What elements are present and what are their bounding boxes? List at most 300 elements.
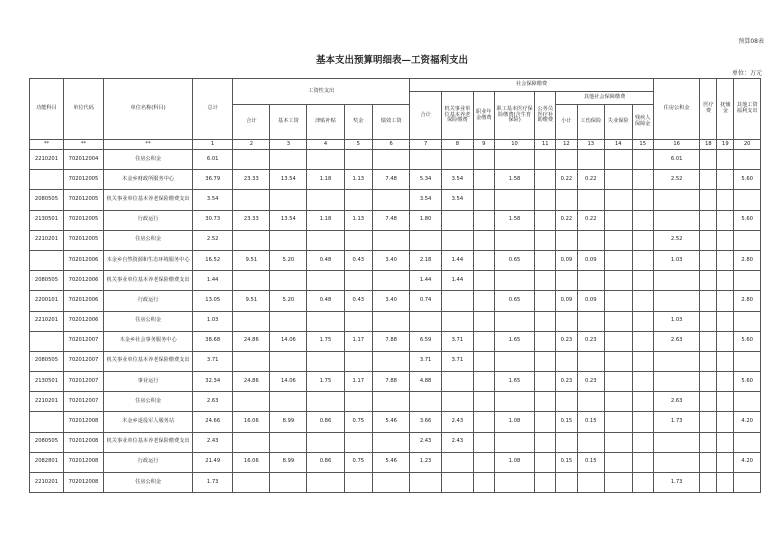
unit-code-cell: 702012007 xyxy=(63,351,103,371)
value-cell xyxy=(700,210,717,230)
value-cell xyxy=(632,392,653,412)
value-cell xyxy=(535,372,556,392)
value-cell: 24.66 xyxy=(193,412,233,432)
value-cell xyxy=(473,473,494,493)
value-cell: 0.65 xyxy=(494,291,534,311)
header-index-cell: 8 xyxy=(441,140,473,150)
header-social-group: 社会保障缴费 xyxy=(410,79,654,92)
value-cell xyxy=(632,473,653,493)
header-index-row xyxy=(30,140,761,150)
value-cell xyxy=(307,432,344,452)
value-cell: 2.63 xyxy=(653,392,700,412)
value-cell xyxy=(535,473,556,493)
value-cell xyxy=(307,271,344,291)
value-cell xyxy=(233,190,270,210)
value-cell xyxy=(535,291,556,311)
func-subject-cell xyxy=(30,170,64,190)
value-cell xyxy=(270,311,307,331)
value-cell xyxy=(577,190,605,210)
table-row xyxy=(30,392,761,412)
value-cell xyxy=(653,190,700,210)
unit-code-cell: 702012007 xyxy=(63,331,103,351)
value-cell xyxy=(717,210,734,230)
value-cell xyxy=(307,190,344,210)
value-cell xyxy=(473,170,494,190)
unit-code-cell: 702012008 xyxy=(63,412,103,432)
value-cell: 0.15 xyxy=(556,412,577,432)
value-cell xyxy=(605,372,633,392)
value-cell: 3.40 xyxy=(373,291,410,311)
table-row xyxy=(30,473,761,493)
value-cell xyxy=(700,372,717,392)
value-cell xyxy=(734,271,761,291)
value-cell: 2.43 xyxy=(441,412,473,432)
header-medical: 职工基本医疗保险缴费(含生育保险) xyxy=(494,92,534,140)
value-cell: 0.86 xyxy=(307,452,344,472)
unit-name-cell: 行政运行 xyxy=(104,210,193,230)
value-cell: 1.17 xyxy=(344,372,373,392)
header-index-cell: 3 xyxy=(270,140,307,150)
value-cell xyxy=(577,473,605,493)
value-cell: 2.43 xyxy=(410,432,442,452)
value-cell: 23.33 xyxy=(233,170,270,190)
value-cell xyxy=(605,432,633,452)
value-cell: 23.33 xyxy=(233,210,270,230)
value-cell xyxy=(577,230,605,250)
value-cell: 6.59 xyxy=(410,331,442,351)
value-cell xyxy=(473,190,494,210)
value-cell: 0.09 xyxy=(556,250,577,270)
value-cell: 0.74 xyxy=(410,291,442,311)
value-cell: 2.63 xyxy=(193,392,233,412)
value-cell: 0.23 xyxy=(577,331,605,351)
value-cell: 3.54 xyxy=(441,190,473,210)
value-cell: 5.60 xyxy=(734,210,761,230)
table-row xyxy=(30,150,761,170)
value-cell xyxy=(535,150,556,170)
header-index-cell: ** xyxy=(30,140,64,150)
value-cell xyxy=(473,452,494,472)
header-civil-medical: 公务员医疗补助缴费 xyxy=(535,92,556,140)
value-cell: 2.18 xyxy=(410,250,442,270)
value-cell xyxy=(344,311,373,331)
value-cell xyxy=(473,392,494,412)
header-other-wage: 其他工资福利支出 xyxy=(734,79,761,140)
value-cell xyxy=(632,150,653,170)
value-cell: 3.71 xyxy=(441,351,473,371)
value-cell: 1.75 xyxy=(307,372,344,392)
value-cell: 0.23 xyxy=(556,331,577,351)
value-cell: 2.80 xyxy=(734,291,761,311)
header-index-cell: 14 xyxy=(605,140,633,150)
value-cell xyxy=(734,392,761,412)
value-cell: 0.22 xyxy=(577,170,605,190)
value-cell xyxy=(270,230,307,250)
value-cell xyxy=(717,271,734,291)
value-cell: 5.60 xyxy=(734,372,761,392)
value-cell xyxy=(441,311,473,331)
header-wage-group: 工资性支出 xyxy=(233,79,410,105)
value-cell: 0.75 xyxy=(344,412,373,432)
value-cell xyxy=(373,432,410,452)
value-cell xyxy=(632,331,653,351)
value-cell xyxy=(410,473,442,493)
unit-code-cell: 702012008 xyxy=(63,432,103,452)
value-cell xyxy=(307,150,344,170)
value-cell xyxy=(734,311,761,331)
value-cell xyxy=(373,311,410,331)
value-cell xyxy=(653,210,700,230)
value-cell xyxy=(632,190,653,210)
header-index-cell: 2 xyxy=(233,140,270,150)
value-cell: 1.18 xyxy=(307,170,344,190)
value-cell xyxy=(605,392,633,412)
unit-code-cell: 702012008 xyxy=(63,452,103,472)
table-row xyxy=(30,452,761,472)
value-cell: 3.71 xyxy=(410,351,442,371)
value-cell xyxy=(494,230,534,250)
func-subject-cell: 2200101 xyxy=(30,291,64,311)
value-cell xyxy=(700,230,717,250)
value-cell xyxy=(653,271,700,291)
unit-name-cell: 住房公积金 xyxy=(104,311,193,331)
unit-name-cell: 行政运行 xyxy=(104,452,193,472)
value-cell xyxy=(605,331,633,351)
header-other-social-subtotal: 小计 xyxy=(556,105,577,140)
value-cell xyxy=(717,170,734,190)
value-cell: 1.65 xyxy=(494,372,534,392)
value-cell: 36.79 xyxy=(193,170,233,190)
value-cell: 5.46 xyxy=(373,412,410,432)
value-cell: 4.88 xyxy=(410,372,442,392)
value-cell: 0.15 xyxy=(577,452,605,472)
header-func-subject: 功能科目 xyxy=(30,79,64,140)
table-row xyxy=(30,412,761,432)
value-cell xyxy=(473,372,494,392)
value-cell xyxy=(700,452,717,472)
table-row xyxy=(30,170,761,190)
value-cell: 1.75 xyxy=(307,331,344,351)
value-cell: 0.48 xyxy=(307,291,344,311)
value-cell xyxy=(344,190,373,210)
value-cell xyxy=(535,190,556,210)
value-cell xyxy=(577,432,605,452)
header-unit-code: 单位代码 xyxy=(63,79,103,140)
func-subject-cell: 2080505 xyxy=(30,271,64,291)
value-cell xyxy=(700,291,717,311)
header-allowance: 津贴补贴 xyxy=(307,105,344,140)
value-cell: 6.01 xyxy=(193,150,233,170)
unit-name-cell: 木金乡自然资源和生态环境服务中心 xyxy=(104,250,193,270)
value-cell xyxy=(441,150,473,170)
header-social-subtotal: 合计 xyxy=(410,92,442,140)
value-cell xyxy=(535,331,556,351)
value-cell: 5.60 xyxy=(734,331,761,351)
value-cell xyxy=(632,170,653,190)
unit-code-cell: 702012007 xyxy=(63,392,103,412)
value-cell xyxy=(605,230,633,250)
value-cell xyxy=(535,351,556,371)
value-cell xyxy=(373,473,410,493)
value-cell xyxy=(632,291,653,311)
header-index-cell: 15 xyxy=(632,140,653,150)
value-cell: 0.22 xyxy=(556,210,577,230)
value-cell xyxy=(441,392,473,412)
value-cell: 8.99 xyxy=(270,412,307,432)
value-cell: 1.13 xyxy=(344,170,373,190)
unit-name-cell: 机关事业单位基本养老保险缴费支出 xyxy=(104,351,193,371)
value-cell xyxy=(605,473,633,493)
value-cell: 0.86 xyxy=(307,412,344,432)
value-cell xyxy=(632,271,653,291)
value-cell xyxy=(605,351,633,371)
value-cell xyxy=(632,210,653,230)
value-cell: 0.43 xyxy=(344,291,373,311)
func-subject-cell: 2080505 xyxy=(30,432,64,452)
value-cell: 1.44 xyxy=(193,271,233,291)
value-cell: 16.52 xyxy=(193,250,233,270)
value-cell xyxy=(494,271,534,291)
page-title: 基本支出预算明细表—工资福利支出 xyxy=(315,55,468,66)
unit-code-cell: 702012005 xyxy=(63,210,103,230)
value-cell: 7.48 xyxy=(373,210,410,230)
value-cell xyxy=(473,432,494,452)
value-cell xyxy=(556,351,577,371)
value-cell xyxy=(494,311,534,331)
table-row xyxy=(30,372,761,392)
header-bonus: 奖金 xyxy=(344,105,373,140)
value-cell: 1.03 xyxy=(653,250,700,270)
value-cell xyxy=(632,432,653,452)
value-cell xyxy=(605,210,633,230)
value-cell xyxy=(717,190,734,210)
unit-name-cell: 木金乡社会事务服务中心 xyxy=(104,331,193,351)
value-cell xyxy=(717,291,734,311)
value-cell: 0.75 xyxy=(344,452,373,472)
value-cell: 1.44 xyxy=(441,250,473,270)
value-cell xyxy=(233,271,270,291)
value-cell: 1.18 xyxy=(307,210,344,230)
value-cell xyxy=(373,351,410,371)
func-subject-cell: 2210201 xyxy=(30,473,64,493)
header-index-cell: 7 xyxy=(410,140,442,150)
unit-code-cell: 702012007 xyxy=(63,372,103,392)
table-row xyxy=(30,311,761,331)
func-subject-cell: 2210201 xyxy=(30,230,64,250)
unit-code-cell: 702012005 xyxy=(63,190,103,210)
value-cell xyxy=(441,210,473,230)
value-cell xyxy=(717,392,734,412)
value-cell: 1.58 xyxy=(494,210,534,230)
value-cell xyxy=(556,230,577,250)
value-cell: 9.51 xyxy=(233,250,270,270)
value-cell xyxy=(441,230,473,250)
value-cell: 14.06 xyxy=(270,372,307,392)
value-cell xyxy=(344,432,373,452)
value-cell xyxy=(717,150,734,170)
value-cell xyxy=(473,412,494,432)
value-cell: 2.52 xyxy=(653,170,700,190)
header-index-cell: 1 xyxy=(193,140,233,150)
value-cell xyxy=(270,271,307,291)
value-cell xyxy=(734,473,761,493)
table-row xyxy=(30,432,761,452)
value-cell xyxy=(373,190,410,210)
unit-name-cell: 住房公积金 xyxy=(104,230,193,250)
value-cell xyxy=(473,230,494,250)
value-cell xyxy=(632,372,653,392)
value-cell xyxy=(605,412,633,432)
unit-code-cell: 702012008 xyxy=(63,473,103,493)
value-cell: 16.06 xyxy=(233,412,270,432)
value-cell: 0.43 xyxy=(344,250,373,270)
unit-code-cell: 702012006 xyxy=(63,291,103,311)
value-cell: 1.58 xyxy=(494,170,534,190)
value-cell: 32.34 xyxy=(193,372,233,392)
value-cell xyxy=(494,392,534,412)
header-index-cell: 16 xyxy=(653,140,700,150)
value-cell xyxy=(700,412,717,432)
value-cell: 0.22 xyxy=(556,170,577,190)
header-pension: 机关事业单位基本养老保险缴费 xyxy=(441,92,473,140)
header-index-cell: 6 xyxy=(373,140,410,150)
header-occupational: 职业年金缴费 xyxy=(473,92,494,140)
value-cell: 6.01 xyxy=(653,150,700,170)
table-row xyxy=(30,230,761,250)
unit-code-cell: 702012006 xyxy=(63,250,103,270)
unit-name-cell: 机关事业单位基本养老保险缴费支出 xyxy=(104,271,193,291)
header-index-cell: 12 xyxy=(556,140,577,150)
value-cell xyxy=(494,432,534,452)
value-cell xyxy=(700,473,717,493)
header-housing: 住房公积金 xyxy=(653,79,700,140)
header-index-cell: 13 xyxy=(577,140,605,150)
value-cell xyxy=(410,392,442,412)
value-cell xyxy=(734,351,761,371)
value-cell: 5.20 xyxy=(270,250,307,270)
value-cell xyxy=(233,230,270,250)
unit-code-cell: 702012004 xyxy=(63,150,103,170)
value-cell xyxy=(535,230,556,250)
value-cell xyxy=(233,150,270,170)
value-cell xyxy=(535,271,556,291)
form-number: 预算08表 xyxy=(738,38,764,45)
value-cell: 2.43 xyxy=(193,432,233,452)
value-cell xyxy=(307,473,344,493)
value-cell xyxy=(605,170,633,190)
value-cell: 14.06 xyxy=(270,331,307,351)
value-cell xyxy=(441,452,473,472)
value-cell: 0.15 xyxy=(556,452,577,472)
value-cell xyxy=(577,150,605,170)
value-cell xyxy=(270,392,307,412)
value-cell: 1.13 xyxy=(344,210,373,230)
func-subject-cell: 2080505 xyxy=(30,351,64,371)
value-cell: 5.60 xyxy=(734,170,761,190)
value-cell: 30.73 xyxy=(193,210,233,230)
value-cell xyxy=(473,291,494,311)
value-cell: 0.09 xyxy=(556,291,577,311)
value-cell xyxy=(605,271,633,291)
value-cell xyxy=(717,452,734,472)
value-cell: 2.80 xyxy=(734,250,761,270)
unit-name-cell: 行政运行 xyxy=(104,291,193,311)
func-subject-cell: 2082801 xyxy=(30,452,64,472)
value-cell xyxy=(307,392,344,412)
value-cell: 0.48 xyxy=(307,250,344,270)
value-cell xyxy=(717,372,734,392)
unit-name-cell: 住房公积金 xyxy=(104,392,193,412)
value-cell xyxy=(605,190,633,210)
value-cell xyxy=(535,452,556,472)
value-cell xyxy=(700,150,717,170)
value-cell: 0.22 xyxy=(577,210,605,230)
value-cell: 0.65 xyxy=(494,250,534,270)
value-cell xyxy=(717,311,734,331)
value-cell xyxy=(441,291,473,311)
table-row xyxy=(30,190,761,210)
func-subject-cell xyxy=(30,331,64,351)
value-cell xyxy=(494,473,534,493)
value-cell xyxy=(270,473,307,493)
header-index-cell: 20 xyxy=(734,140,761,150)
budget-table xyxy=(29,78,761,493)
value-cell xyxy=(700,250,717,270)
value-cell xyxy=(410,150,442,170)
header-index-cell: 4 xyxy=(307,140,344,150)
value-cell xyxy=(717,250,734,270)
func-subject-cell: 2130501 xyxy=(30,210,64,230)
func-subject-cell: 2130501 xyxy=(30,372,64,392)
value-cell: 5.20 xyxy=(270,291,307,311)
value-cell xyxy=(556,190,577,210)
value-cell: 5.34 xyxy=(410,170,442,190)
value-cell xyxy=(473,351,494,371)
header-index-cell: 19 xyxy=(717,140,734,150)
value-cell: 1.44 xyxy=(410,271,442,291)
value-cell xyxy=(653,351,700,371)
table-row xyxy=(30,250,761,270)
value-cell xyxy=(473,271,494,291)
value-cell: 2.52 xyxy=(653,230,700,250)
value-cell xyxy=(441,372,473,392)
value-cell xyxy=(632,311,653,331)
value-cell xyxy=(473,150,494,170)
value-cell xyxy=(632,452,653,472)
table-row xyxy=(30,291,761,311)
table-row xyxy=(30,210,761,230)
value-cell xyxy=(473,210,494,230)
value-cell xyxy=(556,150,577,170)
value-cell xyxy=(717,230,734,250)
value-cell: 13.05 xyxy=(193,291,233,311)
value-cell xyxy=(344,271,373,291)
value-cell xyxy=(233,311,270,331)
value-cell xyxy=(373,230,410,250)
value-cell xyxy=(473,331,494,351)
value-cell xyxy=(605,250,633,270)
table-row xyxy=(30,351,761,371)
value-cell xyxy=(535,392,556,412)
value-cell: 16.06 xyxy=(233,452,270,472)
value-cell xyxy=(233,473,270,493)
value-cell xyxy=(344,230,373,250)
value-cell xyxy=(494,351,534,371)
unit-code-cell: 702012006 xyxy=(63,271,103,291)
value-cell: 0.23 xyxy=(577,372,605,392)
value-cell xyxy=(344,150,373,170)
value-cell xyxy=(653,372,700,392)
